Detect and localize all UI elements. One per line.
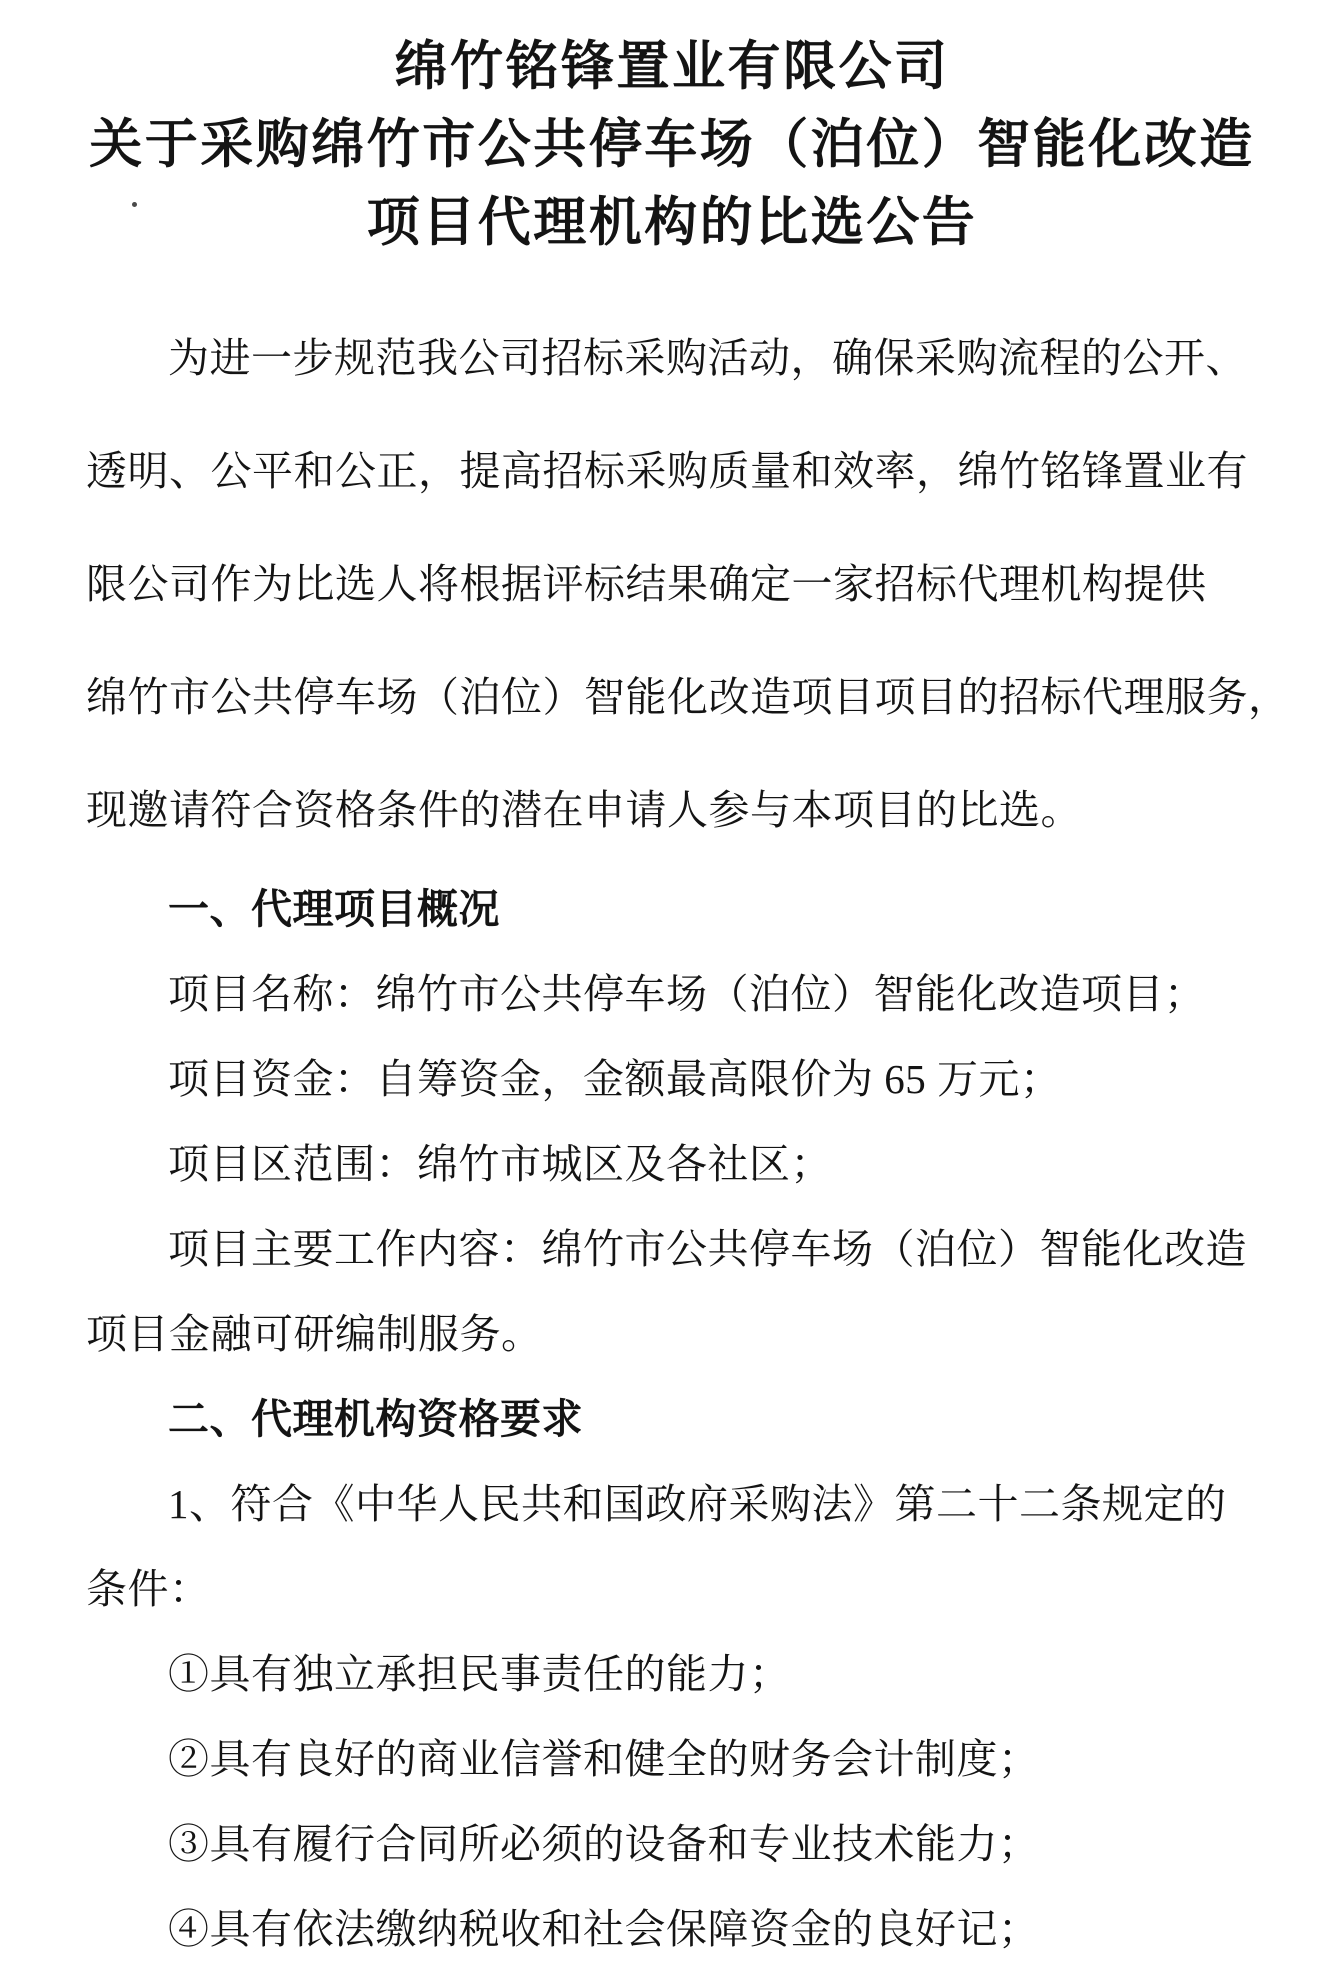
text-line: ④具有依法缴纳税收和社会保障资金的良好记； (168, 1906, 1040, 1952)
section-heading (86, 867, 1266, 952)
text-line: 一、代理项目概况 (168, 886, 500, 932)
text-line: 二、代理机构资格要求 (168, 1396, 583, 1442)
paragraph (86, 1462, 1266, 1632)
text-line: 1、符合《中华人民共和国政府采购法》第二十二条规定的 (168, 1481, 1227, 1527)
text-line: 透明、公平和公正，提高招标采购质量和效率，绵竹铭锋置业有 (86, 448, 1248, 494)
title-line: 关于采购绵竹市公共停车场（泊位）智能化改造 (89, 116, 1255, 174)
text-line: ②具有良好的商业信誉和健全的财务会计制度； (168, 1736, 1040, 1782)
paragraph (86, 1632, 1266, 1717)
title-line: 绵竹铭锋置业有限公司 (394, 38, 950, 96)
text-line: 限公司作为比选人将根据评标结果确定一家招标代理机构提供 (86, 561, 1207, 607)
text-line: 为进一步规范我公司招标采购活动，确保采购流程的公开、 (168, 335, 1247, 381)
text-line: 条件： (86, 1566, 211, 1612)
paragraph (86, 1887, 1266, 1972)
paragraph (86, 1122, 1266, 1207)
text-line: 现邀请符合资格条件的潜在申请人参与本项目的比选。 (86, 787, 1082, 833)
paragraph (86, 1717, 1266, 1802)
paragraph (86, 1037, 1266, 1122)
document-title (86, 0, 1258, 262)
scan-artifact-dot (132, 202, 137, 207)
title-line: 项目代理机构的比选公告 (366, 194, 978, 252)
text-line: 绵竹市公共停车场（泊位）智能化改造项目项目的招标代理服务， (86, 674, 1290, 720)
paragraph (86, 1207, 1266, 1377)
text-line: 项目资金：自筹资金，金额最高限价为 65 万元； (168, 1056, 1062, 1102)
paragraph (86, 952, 1266, 1037)
text-line: ③具有履行合同所必须的设备和专业技术能力； (168, 1821, 1040, 1867)
section-heading (86, 1377, 1266, 1462)
document-body (86, 302, 1290, 1972)
text-line: 项目区范围：绵竹市城区及各社区； (168, 1141, 832, 1187)
paragraph (86, 302, 1290, 867)
text-line: ①具有独立承担民事责任的能力； (168, 1651, 791, 1697)
paragraph (86, 1802, 1266, 1887)
text-line: 项目主要工作内容：绵竹市公共停车场（泊位）智能化改造 (168, 1226, 1247, 1272)
text-line: 项目金融可研编制服务。 (86, 1311, 543, 1357)
text-line: 项目名称：绵竹市公共停车场（泊位）智能化改造项目； (168, 971, 1206, 1017)
